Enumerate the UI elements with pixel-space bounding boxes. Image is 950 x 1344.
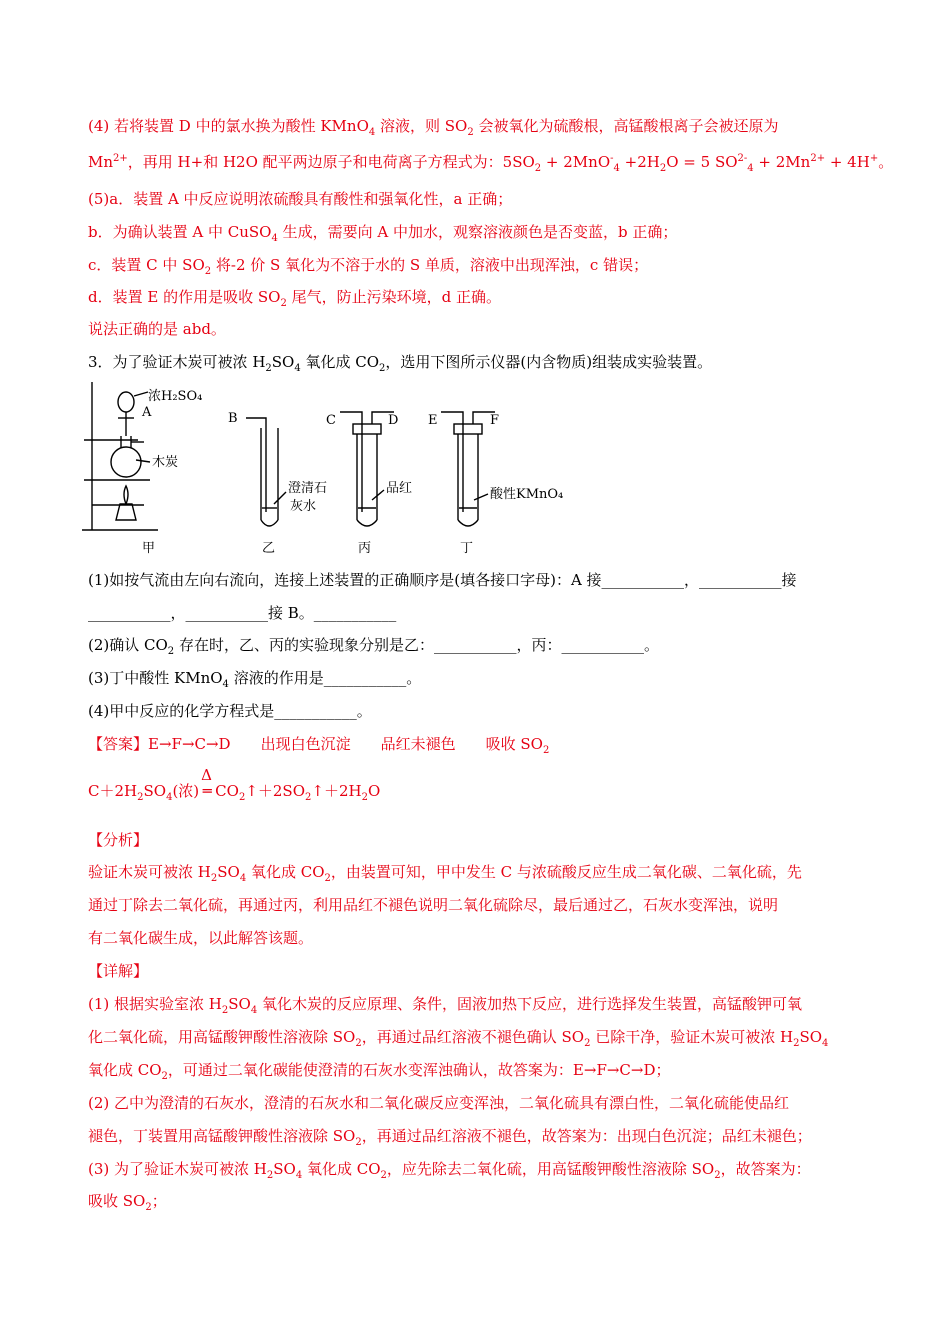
sub: 2 bbox=[145, 1202, 152, 1213]
label-charcoal: 木炭 bbox=[152, 455, 179, 470]
part5-a: (5)a．装置 A 中反应说明浓硫酸具有酸性和强氧化性，a 正确； bbox=[88, 190, 513, 208]
sub: 2 bbox=[238, 792, 246, 803]
label-pinhong: 品红 bbox=[386, 481, 413, 496]
sub: 2 bbox=[467, 127, 474, 138]
part5-b bbox=[88, 222, 677, 242]
sub: 4 bbox=[271, 233, 278, 244]
caption-bing: 丙 bbox=[358, 541, 372, 556]
text: SO bbox=[217, 863, 240, 881]
leader-charcoal bbox=[136, 460, 150, 462]
analysis-line3: 有二氧化碳生成，以此解答该题。 bbox=[88, 929, 314, 947]
tube-bing-bottom bbox=[357, 520, 377, 526]
apparatus-figure bbox=[78, 380, 598, 560]
detail-p1-line1 bbox=[88, 994, 802, 1014]
text: ，应先除去二氧化硫，用高锰酸钾酸性溶液除 SO bbox=[386, 1160, 715, 1178]
detail-p2-line1: (2) 乙中为澄清的石灰水，澄清的石灰水和二氧化碳反应变浑浊，二氧化硫具有漂白性，二氧化硫能使品红 bbox=[88, 1094, 790, 1112]
label-B: B bbox=[228, 411, 238, 426]
text: 溶液的作用是___________。 bbox=[228, 669, 422, 687]
tube-yi-bottom bbox=[261, 520, 278, 526]
sub: 2 bbox=[542, 745, 550, 756]
funnel-bulb bbox=[118, 392, 134, 412]
sub: 2 bbox=[280, 298, 287, 309]
text: 吸收 SO bbox=[88, 1192, 146, 1210]
tube-ding-stopper bbox=[454, 424, 482, 434]
text: + 4H bbox=[825, 153, 870, 171]
text: 氧化成 CO bbox=[302, 1160, 381, 1178]
sub: 2 bbox=[137, 792, 144, 803]
caption-yi: 乙 bbox=[262, 541, 276, 556]
text: 生成，需要向 A 中加水，观察溶液颜色是否变蓝，b 正确； bbox=[277, 223, 678, 241]
text: ，故答案为： bbox=[720, 1160, 811, 1178]
analysis-line2: 通过丁除去二氧化硫，再通过丙，利用品红不褪色说明二氧化硫除尽，最后通过乙，石灰水变浑浊，说明 bbox=[88, 896, 779, 914]
text: 会被氧化为硫酸根，高锰酸根离子会被还原为 bbox=[473, 117, 779, 135]
label-kmno4: 酸性KMnO₄ bbox=[490, 487, 564, 502]
caption-jia: 甲 bbox=[142, 541, 156, 556]
sub: 4 bbox=[747, 163, 754, 174]
q3-1a: (1)如按气流由左向右流向，连接上述装置的正确顺序是(填各接口字母)：A 接___________，___________接 bbox=[88, 571, 797, 589]
sub: 2 bbox=[534, 163, 542, 174]
sub: 4 bbox=[822, 1038, 829, 1049]
tube-ding-bottom bbox=[458, 520, 478, 526]
sub: 4 bbox=[368, 127, 376, 138]
leader-acid bbox=[134, 392, 148, 396]
text: O = 5 SO bbox=[666, 153, 738, 171]
sub: 4 bbox=[613, 163, 620, 174]
text: +2H bbox=[619, 153, 660, 171]
caption-ding: 丁 bbox=[460, 541, 474, 556]
text: SO bbox=[143, 782, 167, 800]
tube-ding-inlet bbox=[441, 412, 463, 512]
q3-3 bbox=[88, 668, 421, 688]
part5-conclusion: 说法正确的是 abd。 bbox=[88, 320, 226, 338]
answer-4: 吸收 SO bbox=[485, 735, 543, 753]
text: 氧化成 CO bbox=[300, 353, 380, 371]
text: ，再用 H+和 H2O 配平两边原子和电荷离子方程式为：5SO bbox=[127, 153, 535, 171]
sub: 2 bbox=[584, 1038, 591, 1049]
tube-bing-inlet bbox=[340, 412, 362, 512]
text: 化二氧化硫，用高锰酸钾酸性溶液除 SO bbox=[88, 1028, 356, 1046]
detail-p3-line2 bbox=[88, 1191, 167, 1211]
label-E: E bbox=[428, 413, 438, 428]
text: (2)确认 CO bbox=[88, 636, 168, 654]
q3-1b: ___________，___________接 B。___________ bbox=[88, 604, 397, 622]
text: + 2Mn bbox=[753, 153, 811, 171]
text: 氧化成 CO bbox=[88, 1061, 162, 1079]
detail-p1-line2 bbox=[88, 1027, 828, 1047]
text: ，再通过品红溶液不褪色确认 SO bbox=[361, 1028, 585, 1046]
text: 褪色，丁装置用高锰酸钾酸性溶液除 SO bbox=[88, 1127, 356, 1145]
flame bbox=[124, 486, 128, 504]
answer-2: 出现白色沉淀 bbox=[260, 735, 351, 753]
text: 氧化木炭的反应原理、条件，固液加热下反应，进行选择发生装置，高锰酸钾可氧 bbox=[257, 995, 802, 1013]
text: C＋2H bbox=[88, 782, 138, 800]
tube-yi-inlet bbox=[246, 418, 266, 512]
text: ，再通过品红溶液不褪色，故答案为：出现白色沉淀；品红未褪色； bbox=[361, 1127, 812, 1145]
detail-label: 【详解】 bbox=[88, 962, 149, 980]
text: ； bbox=[151, 1192, 167, 1210]
sub: 4 bbox=[295, 1170, 303, 1181]
text: (3) 为了验证木炭可被浓 H bbox=[88, 1160, 267, 1178]
analysis-line1 bbox=[88, 862, 802, 882]
text: O bbox=[367, 782, 381, 800]
sub: 2 bbox=[265, 363, 272, 374]
text: 已除干净，验证木炭可被浓 H bbox=[590, 1028, 794, 1046]
part5-c bbox=[88, 255, 648, 275]
leader-kmno4 bbox=[474, 494, 488, 500]
sub: 2 bbox=[793, 1038, 800, 1049]
text: 尾气，防止污染环境，d 正确。 bbox=[286, 288, 501, 306]
tube-bing-stopper bbox=[353, 424, 381, 434]
part4-line1 bbox=[88, 116, 779, 136]
text: ，选用下图所示仪器(内含物质)组装成实验装置。 bbox=[385, 353, 713, 371]
answer-1: E→F→C→D bbox=[148, 735, 231, 753]
sub: 2 bbox=[161, 1071, 168, 1082]
sub: 2 bbox=[221, 1005, 229, 1016]
text: 验证木炭可被浓 H bbox=[88, 863, 211, 881]
analysis-label: 【分析】 bbox=[88, 831, 149, 849]
sub: 4 bbox=[239, 873, 247, 884]
sub: 2 bbox=[361, 792, 368, 803]
sub: 4 bbox=[294, 363, 301, 374]
text: Mn bbox=[88, 153, 114, 171]
sup: + bbox=[869, 153, 879, 164]
text: 存在时，乙、丙的实验现象分别是乙：___________，丙：___________。 bbox=[174, 636, 659, 654]
flask-body bbox=[111, 447, 141, 477]
sub: 2 bbox=[210, 873, 218, 884]
text: d．装置 E 的作用是吸收 SO bbox=[88, 288, 281, 306]
text: SO bbox=[228, 995, 251, 1013]
label-A: A bbox=[142, 405, 152, 420]
q3-2 bbox=[88, 635, 659, 655]
sub: 2 bbox=[659, 163, 667, 174]
sub: 2 bbox=[355, 1038, 362, 1049]
text: (浓) bbox=[172, 782, 200, 800]
text: (4) 若将装置 D 中的氯水换为酸性 KMnO bbox=[88, 117, 369, 135]
label-D: D bbox=[388, 413, 399, 428]
label-C: C bbox=[326, 413, 336, 428]
q3-stem bbox=[88, 352, 712, 372]
text: (3)丁中酸性 KMnO bbox=[88, 669, 223, 687]
text: (1) 根据实验室浓 H bbox=[88, 995, 222, 1013]
sub: 2 bbox=[204, 266, 212, 277]
answer-label: 【答案】 bbox=[88, 735, 149, 753]
text: + 2MnO bbox=[541, 153, 611, 171]
sub: 2 bbox=[379, 363, 386, 374]
text: SO bbox=[799, 1028, 823, 1046]
text: SO bbox=[273, 1160, 296, 1178]
sub: 2 bbox=[714, 1170, 721, 1181]
label-F: F bbox=[490, 413, 500, 428]
sub: 2 bbox=[305, 792, 312, 803]
sup: - bbox=[610, 153, 614, 164]
text: CO bbox=[215, 782, 239, 800]
text: 将-2 价 S 氧化为不溶于水的 S 单质，溶液中出现浑浊，c 错误； bbox=[211, 256, 649, 274]
text: 氧化成 CO bbox=[246, 863, 325, 881]
sub: 4 bbox=[250, 1005, 258, 1016]
label-lime-2: 灰水 bbox=[290, 499, 317, 514]
sub: 2 bbox=[167, 646, 175, 657]
text: SO bbox=[271, 353, 295, 371]
text: c．装置 C 中 SO bbox=[88, 256, 205, 274]
text: ，由装置可知，甲中发生 C 与浓硫酸反应生成二氧化碳、二氧化硫，先 bbox=[330, 863, 802, 881]
detail-p1-line3 bbox=[88, 1060, 671, 1080]
detail-p3-line1 bbox=[88, 1159, 811, 1179]
text: 溶液，则 SO bbox=[375, 117, 468, 135]
text: ，可通过二氧化碳能使澄清的石灰水变浑浊确认，故答案为：E→F→C→D； bbox=[167, 1061, 671, 1079]
answer-3: 品红未褪色 bbox=[380, 735, 456, 753]
answer-line bbox=[88, 734, 549, 754]
part5-d bbox=[88, 287, 501, 307]
sup: 2- bbox=[737, 153, 748, 164]
leader-pinhong bbox=[372, 490, 384, 500]
sub: 2 bbox=[355, 1137, 362, 1148]
alcohol-lamp bbox=[116, 504, 136, 520]
sub: 4 bbox=[166, 792, 173, 803]
detail-p2-line2 bbox=[88, 1126, 812, 1146]
sup: 2+ bbox=[810, 153, 826, 164]
leader-lime bbox=[274, 492, 286, 504]
sub: 2 bbox=[266, 1170, 274, 1181]
text: 3．为了验证木炭可被浓 H bbox=[88, 353, 266, 371]
delta-sign: Δ bbox=[201, 766, 212, 784]
sub: 4 bbox=[222, 679, 229, 690]
label-acid: 浓H₂SO₄ bbox=[148, 389, 203, 404]
text: ↑＋2SO bbox=[245, 782, 305, 800]
label-lime-1: 澄清石 bbox=[288, 481, 328, 496]
heat-arrow: Δ ═ bbox=[201, 766, 212, 800]
sup: 2+ bbox=[113, 153, 128, 164]
sub: 2 bbox=[324, 873, 331, 884]
text: ↑＋2H bbox=[311, 782, 362, 800]
sub: 2 bbox=[380, 1170, 387, 1181]
part4-line2: $Mn^{2+}$，再用 H+和 H2O 配平两边原子和电荷离子方程式为：$5SO_2 + 2MnO^-_4 +2H_2O = 5$ $SO^{2-}_4 + 2Mn^{2+} + 4H^+$。 bbox=[88, 153, 894, 174]
text: b．为确认装置 A 中 CuSO bbox=[88, 223, 272, 241]
answer-equation bbox=[88, 766, 381, 803]
q3-4: (4)甲中反应的化学方程式是___________。 bbox=[88, 702, 372, 720]
